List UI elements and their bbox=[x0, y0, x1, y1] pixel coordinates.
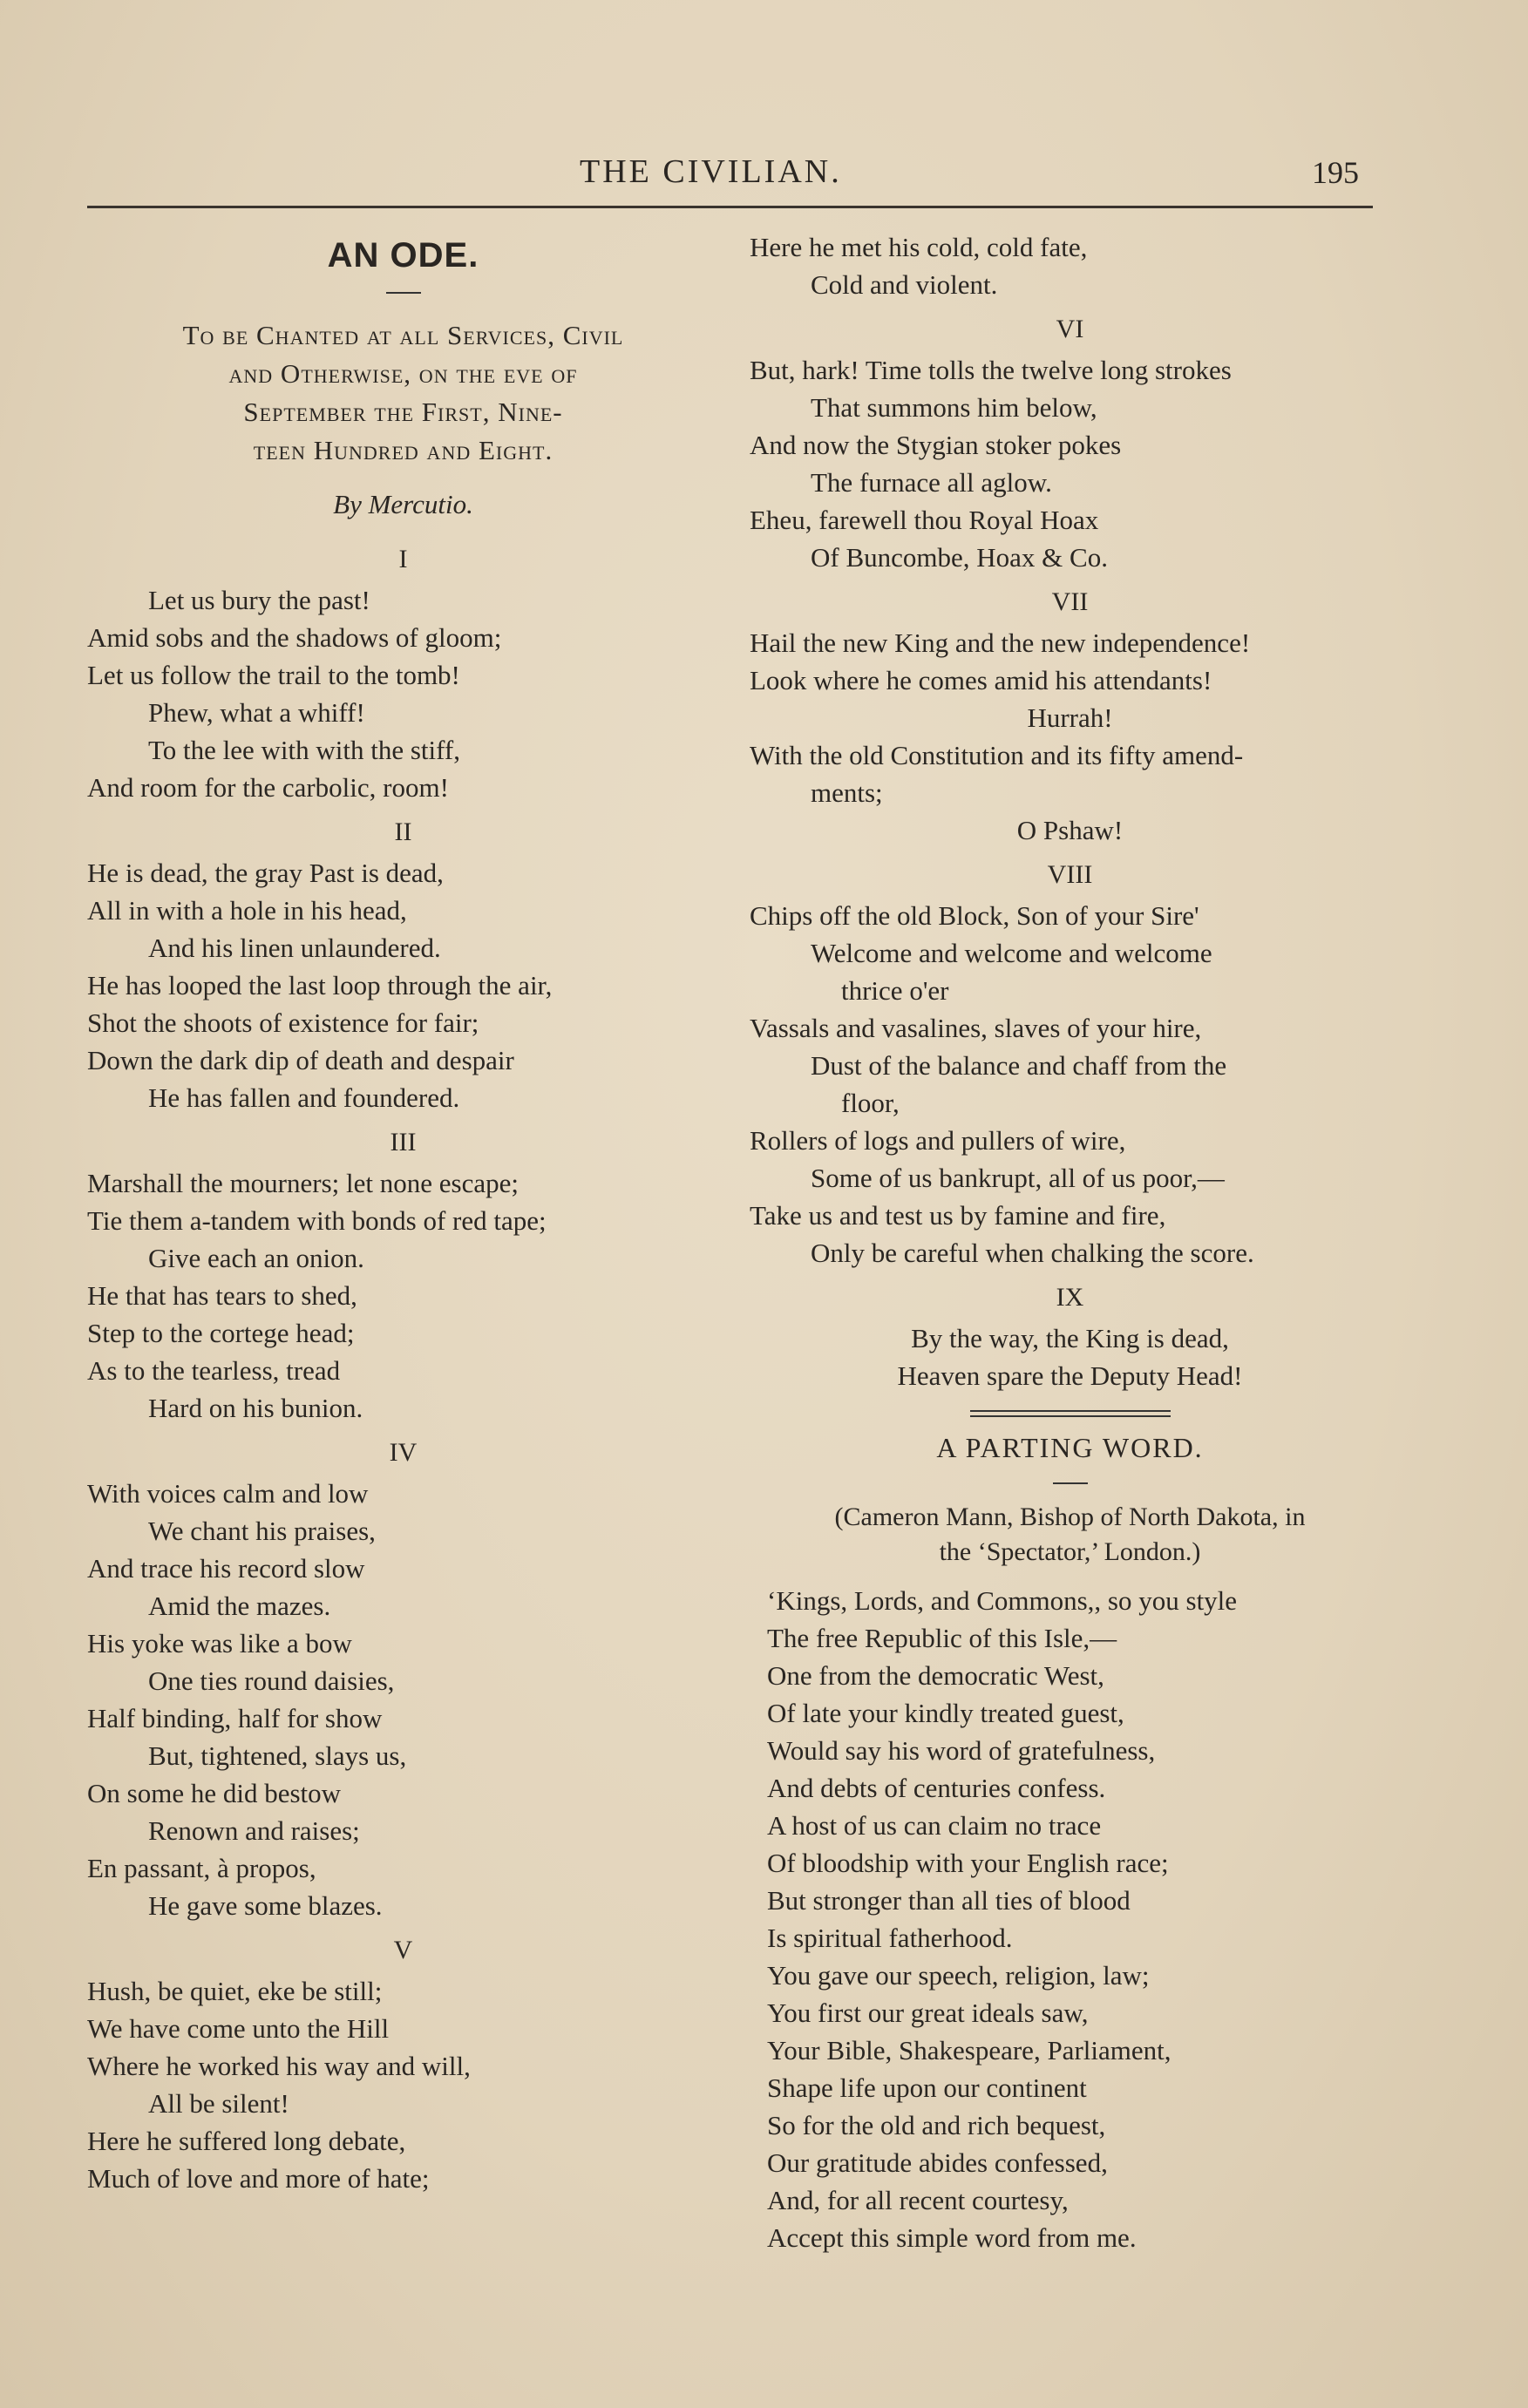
verse-line: Welcome and welcome and welcome bbox=[811, 938, 1212, 968]
verse-line: Hard on his bunion. bbox=[148, 1393, 363, 1423]
verse-line: Hush, be quiet, eke be still; bbox=[87, 1976, 383, 2006]
ode-title: AN ODE. bbox=[327, 236, 479, 275]
verse-line: Cold and violent. bbox=[811, 269, 998, 300]
byline: By Mercutio. bbox=[333, 489, 473, 519]
subtitle-line: September the First, Nine- bbox=[243, 397, 563, 427]
left-column bbox=[87, 228, 719, 2197]
verse-line: En passant, à propos, bbox=[87, 1853, 316, 1883]
verse-line: Look where he comes amid his attendants! bbox=[750, 665, 1212, 695]
verse-line: Phew, what a whiff! bbox=[148, 697, 365, 728]
verse-line: O Pshaw! bbox=[1016, 815, 1124, 845]
verse-line: Down the dark dip of death and despair bbox=[87, 1045, 514, 1075]
verse-line: Amid sobs and the shadows of gloom; bbox=[87, 622, 502, 653]
stanza-numeral: III bbox=[390, 1128, 417, 1157]
verse-line: Some of us bankrupt, all of us poor,— bbox=[811, 1163, 1225, 1193]
verse-line: He that has tears to shed, bbox=[87, 1280, 357, 1311]
parting-title: A PARTING WORD. bbox=[936, 1432, 1204, 1463]
verse-line: With the old Constitution and its fifty amend- bbox=[750, 740, 1244, 770]
verse-line: And now the Stygian stoker pokes bbox=[750, 430, 1122, 460]
journal-title: THE CIVILIAN. bbox=[580, 153, 842, 190]
stanza bbox=[87, 1434, 719, 1924]
verse-line: ‘Kings, Lords, and Commons,, so you style bbox=[767, 1585, 1238, 1616]
verse-line: Let us bury the past! bbox=[148, 585, 370, 615]
stanza bbox=[87, 1123, 719, 1427]
credit-line: the ‘Spectator,’ London.) bbox=[939, 1537, 1201, 1566]
verse-line: The free Republic of this Isle,— bbox=[767, 1623, 1117, 1653]
verse-line: But, hark! Time tolls the twelve long strokes bbox=[750, 355, 1232, 385]
verse-line: Take us and test us by famine and fire, bbox=[750, 1200, 1166, 1231]
stanza-numeral: I bbox=[398, 545, 408, 573]
verse-line: He is dead, the gray Past is dead, bbox=[87, 858, 444, 888]
verse-line: Much of love and more of hate; bbox=[87, 2163, 430, 2194]
right-column bbox=[750, 228, 1390, 2256]
verse-line: As to the tearless, tread bbox=[87, 1355, 341, 1386]
verse-line: So for the old and rich bequest, bbox=[767, 2110, 1106, 2140]
verse-line: And debts of centuries confess. bbox=[767, 1773, 1106, 1803]
stanza bbox=[750, 310, 1390, 576]
verse-line: Marshall the mourners; let none escape; bbox=[87, 1168, 519, 1198]
verse-line: Hail the new King and the new independence! bbox=[750, 627, 1251, 658]
verse-line: Here he met his cold, cold fate, bbox=[750, 232, 1088, 262]
verse-line: Vassals and vasalines, slaves of your hire, bbox=[750, 1013, 1202, 1043]
verse-line: On some he did bestow bbox=[87, 1778, 342, 1808]
verse-line: ments; bbox=[811, 777, 883, 808]
ode-subtitle bbox=[87, 316, 719, 470]
verse-line: Amid the mazes. bbox=[148, 1591, 331, 1621]
verse-line: Hurrah! bbox=[1027, 702, 1113, 733]
verse-line: Where he worked his way and will, bbox=[87, 2051, 471, 2081]
verse-line: Of late your kindly treated guest, bbox=[767, 1698, 1124, 1728]
verse-line: By the way, the King is dead, bbox=[911, 1323, 1229, 1353]
stanza-numeral: IV bbox=[389, 1438, 418, 1467]
subtitle-line: and Otherwise, on the eve of bbox=[228, 358, 578, 389]
verse-line: Heaven spare the Deputy Head! bbox=[897, 1360, 1243, 1391]
verse-line: Let us follow the trail to the tomb! bbox=[87, 660, 460, 690]
verse-line: To the lee with with the stiff, bbox=[148, 735, 460, 765]
verse-line: Is spiritual fatherhood. bbox=[767, 1923, 1013, 1953]
stanza bbox=[87, 813, 719, 1116]
stanza bbox=[87, 540, 719, 806]
parting-title-divider bbox=[1053, 1482, 1088, 1484]
verse-line: Chips off the old Block, Son of your Sire' bbox=[750, 900, 1199, 931]
verse-line: Shot the shoots of existence for fair; bbox=[87, 1007, 479, 1038]
stanza bbox=[750, 856, 1390, 1272]
verse-line: Of bloodship with your English race; bbox=[767, 1848, 1169, 1878]
stanza-continued bbox=[750, 228, 1390, 303]
verse-line: One from the democratic West, bbox=[767, 1660, 1104, 1691]
running-head bbox=[0, 153, 1528, 196]
verse-line: Shape life upon our continent bbox=[767, 2072, 1087, 2103]
verse-line: thrice o'er bbox=[841, 975, 949, 1006]
parting-credit bbox=[750, 1500, 1390, 1570]
ode-stanzas-left bbox=[87, 540, 719, 2197]
verse-line: We chant his praises, bbox=[148, 1516, 376, 1546]
verse-line: Give each an onion. bbox=[148, 1243, 364, 1273]
credit-line: (Cameron Mann, Bishop of North Dakota, in bbox=[834, 1502, 1306, 1531]
verse-line: And trace his record slow bbox=[87, 1553, 365, 1584]
verse-line: You gave our speech, religion, law; bbox=[767, 1960, 1150, 1991]
stanza-numeral: VII bbox=[1051, 587, 1089, 616]
stanza-numeral: VI bbox=[1056, 315, 1084, 343]
verse-line: Your Bible, Shakespeare, Parliament, bbox=[767, 2035, 1171, 2065]
verse-line: Our gratitude abides confessed, bbox=[767, 2147, 1108, 2178]
verse-line: Of Buncombe, Hoax & Co. bbox=[811, 542, 1108, 573]
page-number: 195 bbox=[1312, 155, 1359, 190]
verse-line: He gave some blazes. bbox=[148, 1890, 383, 1921]
stanza-numeral: II bbox=[394, 817, 412, 846]
verse-line: One ties round daisies, bbox=[148, 1665, 395, 1696]
verse-line: Dust of the balance and chaff from the bbox=[811, 1050, 1227, 1081]
verse-line: Half binding, half for show bbox=[87, 1703, 383, 1733]
verse-line: He has looped the last loop through the air, bbox=[87, 970, 553, 1001]
subtitle-line: teen Hundred and Eight. bbox=[253, 435, 553, 465]
verse-line: Step to the cortege head; bbox=[87, 1318, 355, 1348]
verse-line: With voices calm and low bbox=[87, 1478, 369, 1509]
verse-line: And his linen unlaundered. bbox=[148, 933, 441, 963]
verse-line: And, for all recent courtesy, bbox=[767, 2185, 1069, 2215]
verse-line: We have come unto the Hill bbox=[87, 2013, 390, 2044]
verse-line: Eheu, farewell thou Royal Hoax bbox=[750, 505, 1099, 535]
verse-line: All in with a hole in his head, bbox=[87, 895, 407, 926]
stanza bbox=[750, 583, 1390, 849]
verse-line: Rollers of logs and pullers of wire, bbox=[750, 1125, 1126, 1156]
verse-line: A host of us can claim no trace bbox=[767, 1810, 1102, 1841]
parting-poem bbox=[750, 1582, 1390, 2256]
stanza bbox=[750, 1279, 1390, 1394]
ode-stanzas-right bbox=[750, 228, 1390, 1394]
subtitle-line: To be Chanted at all Services, Civil bbox=[182, 320, 624, 350]
verse-line: The furnace all aglow. bbox=[811, 467, 1052, 498]
verse-line: floor, bbox=[841, 1088, 900, 1118]
stanza-numeral: VIII bbox=[1047, 860, 1093, 889]
verse-line: Tie them a-tandem with bonds of red tape; bbox=[87, 1205, 547, 1236]
verse-line: Renown and raises; bbox=[148, 1815, 360, 1846]
title-divider bbox=[386, 292, 421, 294]
verse-line: His yoke was like a bow bbox=[87, 1628, 352, 1658]
stanza bbox=[87, 1931, 719, 2197]
verse-line: Accept this simple word from me. bbox=[767, 2222, 1137, 2253]
verse-line: All be silent! bbox=[148, 2088, 289, 2119]
verse-line: And room for the carbolic, room! bbox=[87, 772, 449, 803]
verse-line: But, tightened, slays us, bbox=[148, 1740, 407, 1771]
verse-line: You first our great ideals saw, bbox=[767, 1998, 1089, 2028]
section-divider bbox=[970, 1410, 1171, 1417]
verse-line: But stronger than all ties of blood bbox=[767, 1885, 1131, 1916]
stanza-numeral: IX bbox=[1056, 1283, 1084, 1312]
header-rule bbox=[87, 206, 1373, 208]
verse-line: He has fallen and foundered. bbox=[148, 1082, 460, 1113]
verse-line: Would say his word of gratefulness, bbox=[767, 1735, 1156, 1766]
stanza-numeral: V bbox=[393, 1936, 413, 1964]
verse-line: Here he suffered long debate, bbox=[87, 2126, 406, 2156]
verse-line: That summons him below, bbox=[811, 392, 1097, 423]
verse-line: Only be careful when chalking the score. bbox=[811, 1238, 1254, 1268]
